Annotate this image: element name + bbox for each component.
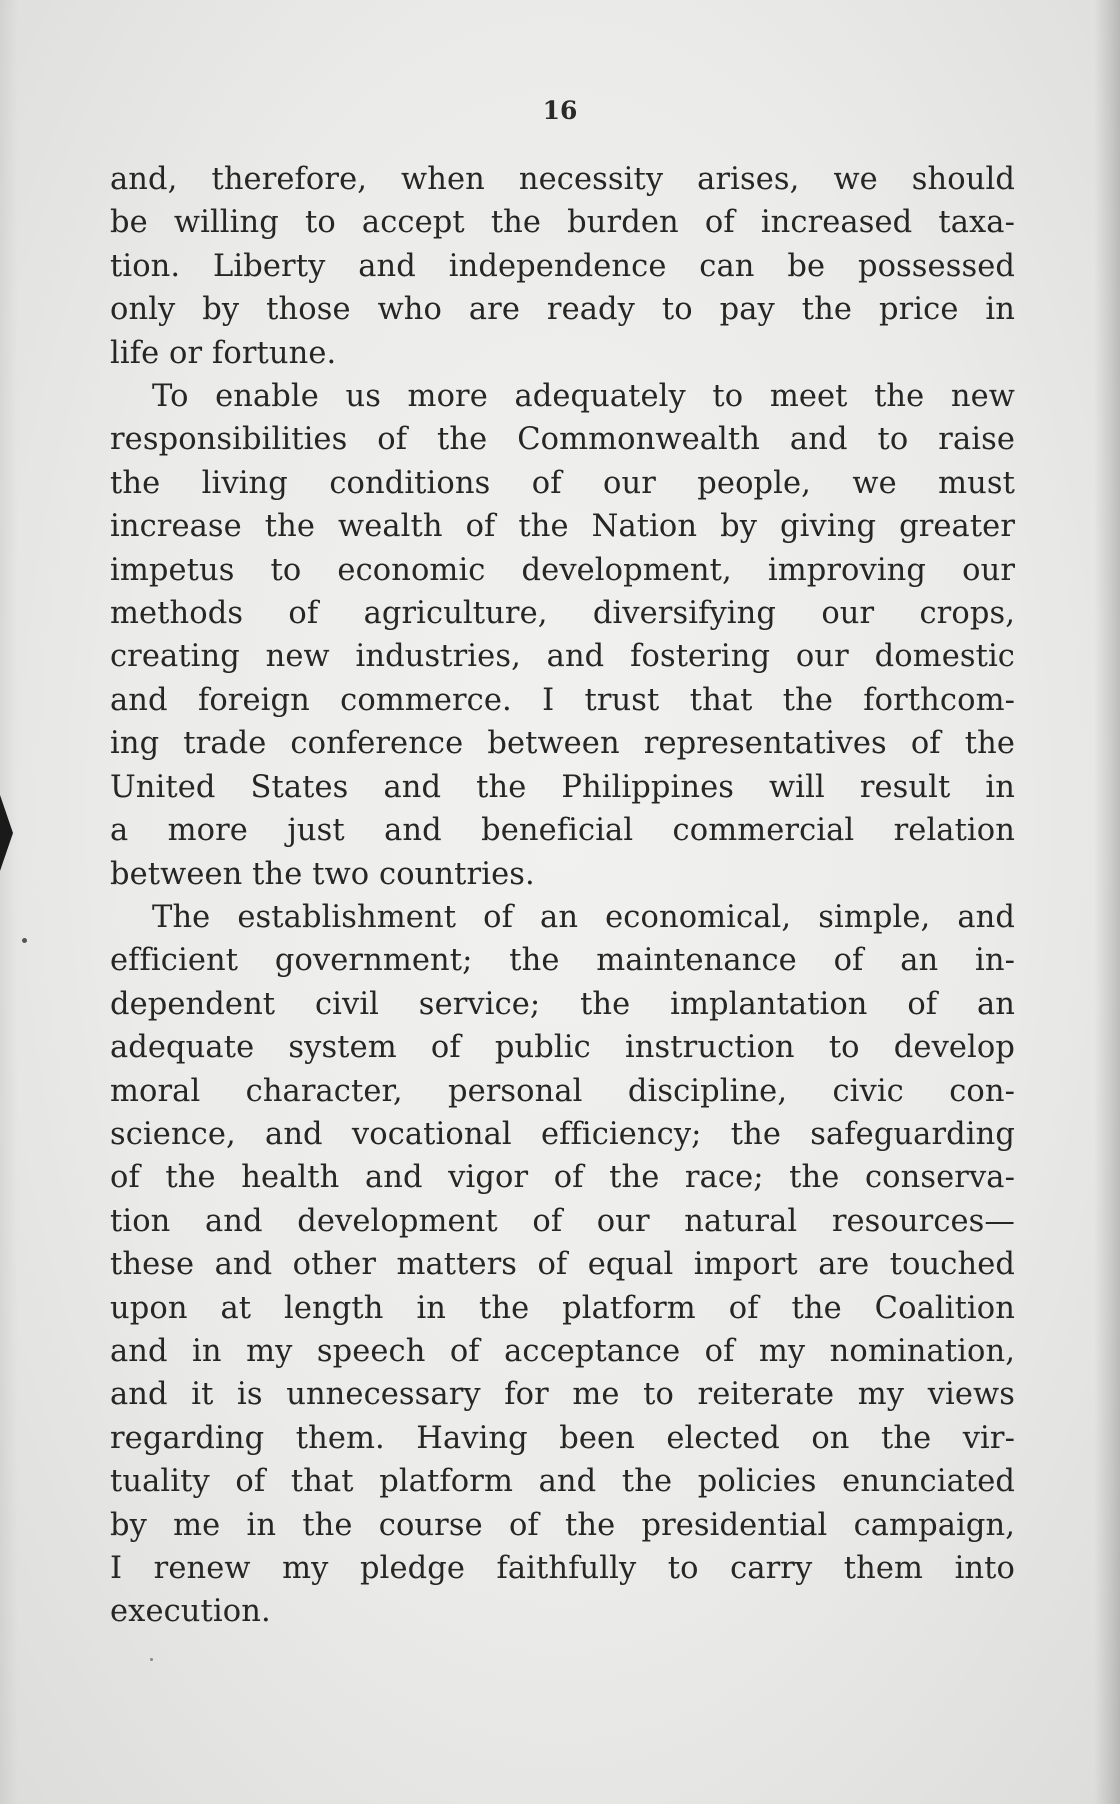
text-line: tuality of that platform and the policies enunciated: [110, 1464, 1015, 1500]
text-line: dependent civil service; the implantation of an: [110, 986, 1015, 1022]
text-line: responsibilities of the Commonwealth and to raise: [110, 422, 1015, 458]
text-line: and, therefore, when necessity arises, we should: [110, 162, 1015, 197]
body-text: [110, 158, 1015, 1634]
text-line: impetus to economic development, improving our: [110, 552, 1015, 588]
text-line: moral character, personal discipline, civic con-: [110, 1073, 1015, 1109]
page-right-shadow: [1094, 0, 1120, 1804]
text-line: a more just and beneficial commercial relation: [110, 813, 1015, 849]
paper-speck: [150, 1658, 153, 1661]
text-line: I renew my pledge faithfully to carry them into: [110, 1551, 1015, 1586]
text-line: tion and development of our natural resources—: [110, 1203, 1015, 1239]
text-line: science, and vocational efficiency; the safeguarding: [110, 1116, 1015, 1152]
text-line: methods of agriculture, diversifying our crops,: [110, 596, 1015, 632]
text-line: and it is unnecessary for me to reiterate my views: [110, 1377, 1015, 1413]
text-line: tion. Liberty and independence can be possessed: [110, 248, 1015, 284]
text-line: life or fortune.: [110, 335, 337, 371]
text-line: by me in the course of the presidential campaign,: [110, 1507, 1015, 1543]
page-number: 16: [542, 96, 578, 125]
text-line: efficient government; the maintenance of an in-: [110, 943, 1015, 979]
paper-speck: [22, 938, 27, 943]
text-line: upon at length in the platform of the Coalition: [110, 1290, 1015, 1326]
text-line: regarding them. Having been elected on the vir-: [110, 1420, 1015, 1456]
text-line: The establishment of an economical, simple, and: [152, 899, 1015, 935]
text-line: the living conditions of our people, we must: [110, 465, 1015, 501]
text-line: and foreign commerce. I trust that the forthcom-: [110, 682, 1015, 718]
page-left-shadow: [0, 0, 18, 1804]
text-line: and in my speech of acceptance of my nomination,: [110, 1333, 1015, 1369]
binding-mark: [0, 795, 13, 871]
text-line: To enable us more adequately to meet the new: [152, 379, 1015, 415]
text-line: execution.: [110, 1594, 271, 1630]
text-line: ing trade conference between representatives of the: [110, 726, 1015, 762]
text-line: between the two countries.: [110, 856, 535, 892]
text-line: of the health and vigor of the race; the conserva-: [110, 1160, 1015, 1196]
text-line: creating new industries, and fostering our domestic: [110, 639, 1015, 675]
text-line: United States and the Philippines will result in: [110, 769, 1015, 805]
text-line: only by those who are ready to pay the price in: [110, 292, 1015, 328]
text-line: be willing to accept the burden of increased taxa-: [110, 205, 1015, 241]
text-line: adequate system of public instruction to develop: [110, 1030, 1015, 1066]
text-line: increase the wealth of the Nation by giving greater: [110, 509, 1015, 545]
text-line: these and other matters of equal import are touched: [110, 1247, 1015, 1283]
